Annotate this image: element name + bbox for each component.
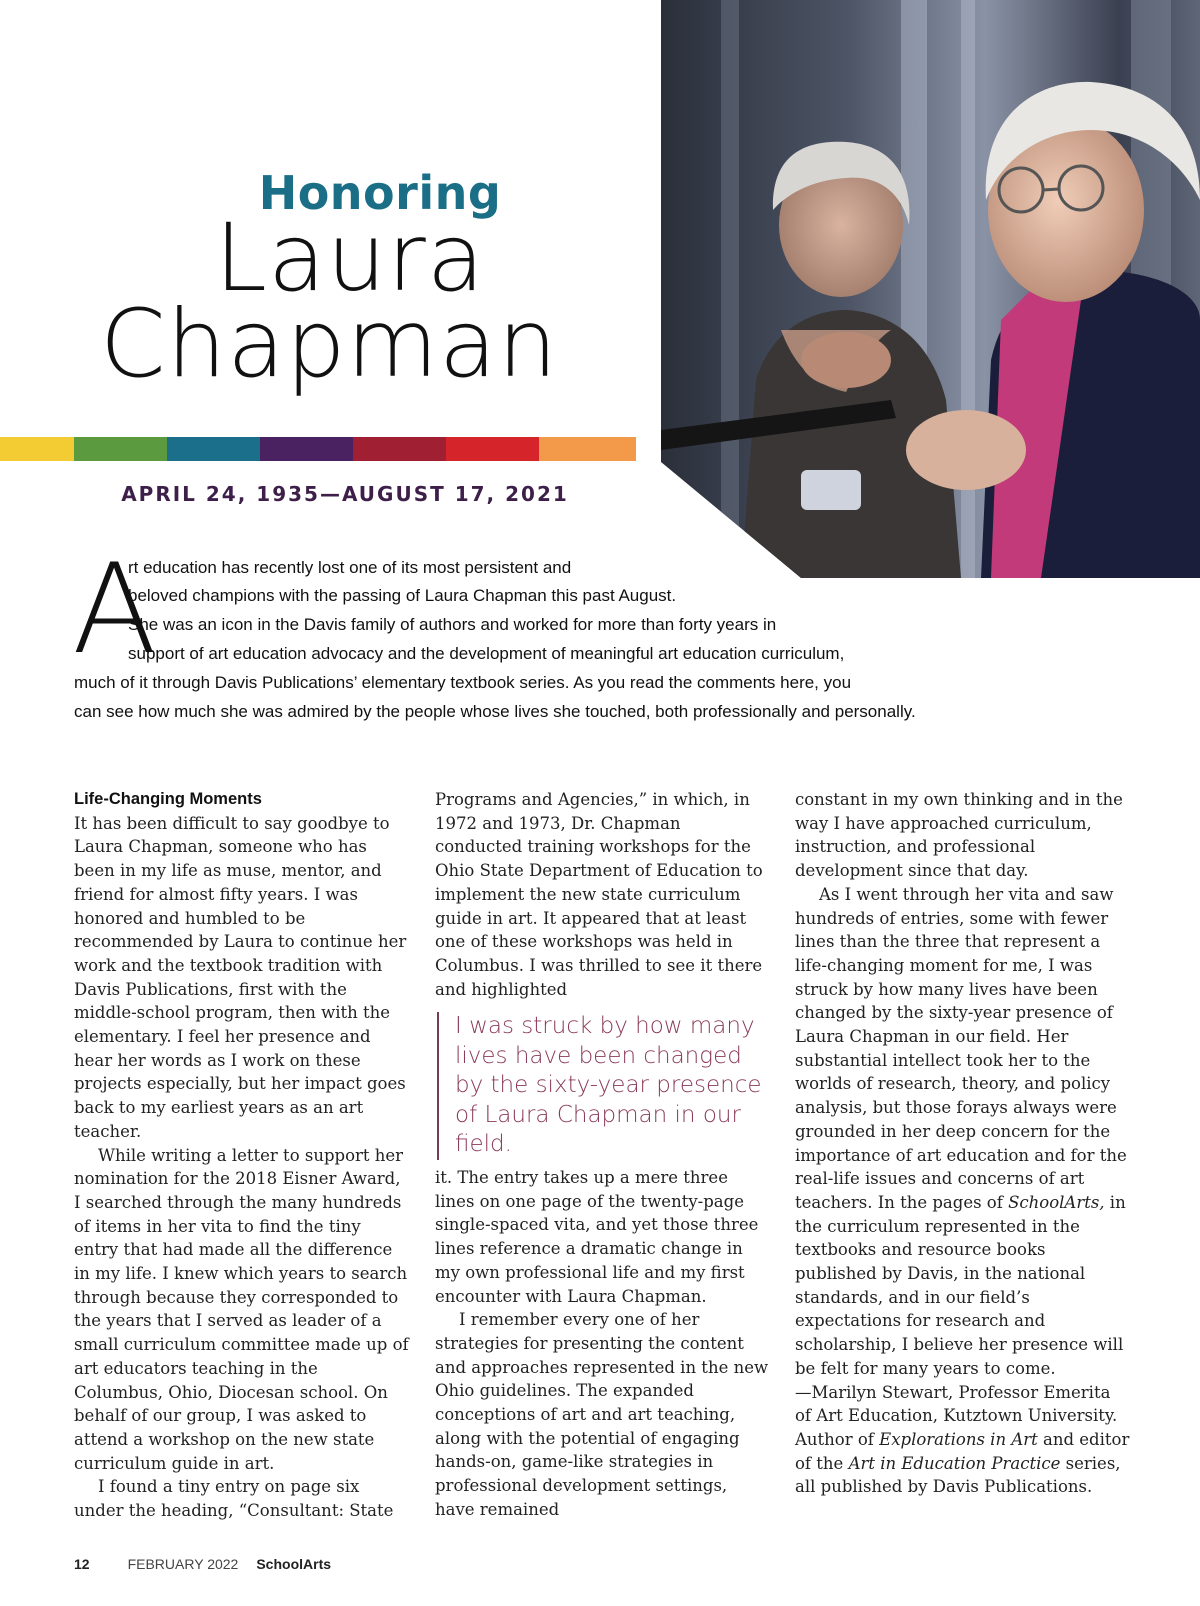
body-paragraph [795, 883, 1131, 1381]
rainbow-segment [167, 437, 260, 461]
magazine-title: SchoolArts, [1008, 1192, 1105, 1212]
drop-cap: A [72, 538, 157, 682]
title-first-name: Laura [214, 204, 486, 313]
body-paragraph: Programs and Agencies,” in which, in 1972 and 1973, Dr. Chapman conducted training workshops for the Ohio State Department of Education to implement the new state curriculum guide in art. It appeared that at least one of these workshops was held in Columbus. I was thrilled to see it there and highlighted [435, 790, 763, 999]
series-title: Art in Education Practice [848, 1453, 1061, 1473]
rainbow-segment [0, 437, 74, 461]
pull-quote-text: I was struck by how many lives have been changed by the sixty-year presence of Laura Chapman in our field. [455, 1013, 762, 1157]
body-paragraph: While writing a letter to support her nomination for the 2018 Eisner Award, I searched through the many hundreds of items in her vita to find the tiny entry that had made all the difference in my life. I knew which years to search through because they corresponded to the years that I served as leader of a small curriculum committee made up of art educators teaching in the Columbus, Ohio, Diocesan school. On behalf of our group, I was asked to attend a workshop on the new state curriculum guide in art. [74, 1145, 409, 1473]
article-column-3 [795, 788, 1131, 1499]
article-column-2-bottom [435, 1166, 771, 1522]
body-paragraph: constant in my own thinking and in the way I have approached curriculum, instruction, and professional development since that day. [795, 790, 1123, 881]
book-title: Explorations in Art [879, 1429, 1038, 1449]
page-footer [74, 1556, 365, 1572]
signature [795, 1381, 1131, 1500]
rainbow-segment [539, 437, 636, 461]
intro-line: beloved champions with the passing of Laura Chapman this past August. [128, 586, 677, 605]
title-honoring: Honoring [258, 166, 502, 220]
article-column-2-top [435, 788, 771, 1001]
title-last-name: Chapman [100, 290, 559, 399]
rainbow-segment [446, 437, 539, 461]
page-number: 12 [74, 1556, 90, 1572]
magazine-name: SchoolArts [256, 1556, 332, 1572]
intro-line: much of it through Davis Publications’ elementary textbook series. As you read the comments here, you [74, 673, 852, 692]
issue-date: FEBRUARY 2022 [127, 1556, 239, 1572]
body-paragraph: I remember every one of her strategies for presenting the content and approaches represented in the new Ohio guidelines. The expanded conceptions of art and art teaching, along with the potential of engaging hands-on, game-like strategies in professional development settings, have remained [435, 1310, 769, 1519]
signature-text: series, all published by Davis Publications. [795, 1453, 1121, 1497]
intro-line: rt education has recently lost one of its most persistent and [128, 558, 572, 577]
signature-text: —Marilyn Stewart, Professor Emerita of Art Education, Kutztown University. Author of [795, 1382, 1118, 1449]
body-text: in the curriculum represented in the textbooks and resource books published by Davis, in the national standards, and in our field’s expectations for research and scholarship, I believe her presence will be felt for many years to come. [795, 1192, 1126, 1378]
section-subhead: Life-Changing Moments [74, 790, 262, 808]
article-column-1 [74, 788, 410, 1523]
intro-line: support of art education advocacy and the development of meaningful art education curriculum, [128, 644, 845, 663]
body-paragraph: I found a tiny entry on page six under the heading, “Consultant: State [74, 1477, 394, 1521]
body-paragraph: It has been difficult to say goodbye to Laura Chapman, someone who has been in my life as muse, mentor, and friend for almost fifty years. I was honored and humbled to be recommended by Laura to continue her work and the textbook tradition with Davis Publications, first with the middle-school program, then with the elementary. I feel her presence and hear her words as I work on these projects especially, but her impact goes back to my earliest years as an art teacher. [74, 813, 407, 1141]
life-dates: APRIL 24, 1935—AUGUST 17, 2021 [121, 482, 569, 506]
intro-line: can see how much she was admired by the people whose lives she touched, both professionally and personally. [74, 702, 916, 721]
rainbow-segment [74, 437, 167, 461]
signature-text: and editor of the [795, 1429, 1130, 1473]
photo-two-women-speaking [661, 0, 1200, 578]
rainbow-segment [260, 437, 353, 461]
rainbow-segment [353, 437, 446, 461]
body-paragraph: it. The entry takes up a mere three lines on one page of the twenty-page single-spaced vita, and yet those three lines reference a dramatic change in my own professional life and my first encounter with Laura Chapman. [435, 1168, 759, 1306]
intro-line: She was an icon in the Davis family of authors and worked for more than forty years in [128, 615, 777, 634]
rainbow-divider [0, 437, 636, 461]
pull-quote [437, 1012, 775, 1160]
body-text: As I went through her vita and saw hundreds of entries, some with fewer lines than the three that represent a life-changing moment for me, I was struck by how many lives have been changed by the sixty-year presence of Laura Chapman in our field. Her substantial intellect took her to the worlds of research, theory, and policy analysis, but those forays always were grounded in her deep concern for the importance of art education and for the real-life issues and concerns of art teachers. In the pages of [795, 884, 1127, 1212]
